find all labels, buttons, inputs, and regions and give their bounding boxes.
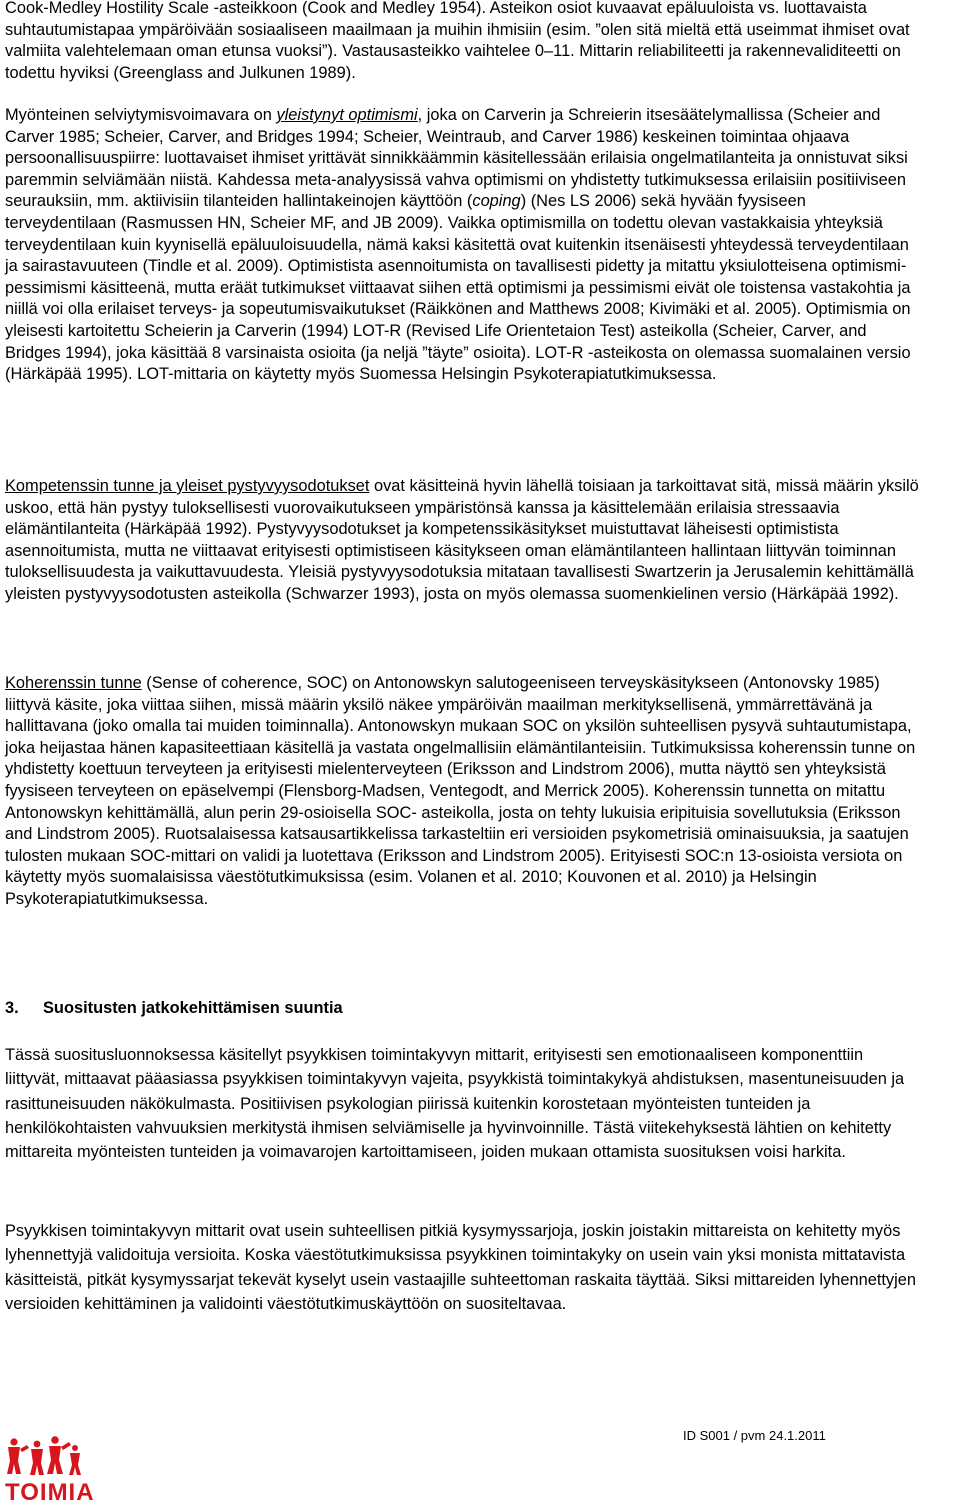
paragraph-cook-medley <box>5 0 920 84</box>
term-competence: Kompetenssin tunne ja yleiset pystyvyysodotukset <box>5 477 370 495</box>
people-logo-icon <box>5 1434 95 1480</box>
section-heading <box>5 998 343 1020</box>
paragraph-text: Psyykkisen toimintakyvyn mittarit ovat usein suhteellisen pitkiä kysymyssarjoja, joskin joistakin mittareista on kehitetty myös lyhennettyjä validoituja versioita. Koska väestötutkimuksissa psyykkinen toimintakyky on usein vain yksi monista mittatavista käsitteistä, pitkät kysymyssarjat tekevät kyselyt usein vastaajille suhteettoman raskaita täyttää. Siksi mittareiden lyhennettyjen versioiden kehittäminen ja validointi väestötutkimuskäyttöön on suositeltavaa. <box>5 1222 917 1313</box>
paragraph-text: Myönteinen selviytymisvoimavara on <box>5 106 277 124</box>
term-coherence: Koherenssin tunne <box>5 674 142 692</box>
term-coping: coping <box>472 192 521 211</box>
paragraph-text: Tässä suositusluonnoksessa käsitellyt psyykkisen toimintakyvyn mittarit, erityisesti sen emotionaaliseen komponenttiin liittyvät, mittaavat pääasiassa psyykkisen toimintakyvyn vajeita, psyykkistä toimintakykyä ahdistuksen, masentuneisuuden ja rasittuneisuuden näkökulmasta. Positiivisen psykologian piirissä kuitenkin korostetaan myönteisten tunteiden ja henkilökohtaisten vahvuuksien merkitystä ihmisen selviämiselle ja hyvinvoinnille. Tästä viitekehyksestä lähtien on kehitetty mittareita myönteisten tunteiden ja voimavarojen kartoittamiseen, joiden mukaan ottamista suosituksen voisi harkita. <box>5 1046 905 1162</box>
document-id: ID S001 / pvm 24.1.2011 <box>683 1428 826 1443</box>
section-title: Suositusten jatkokehittämisen suuntia <box>43 999 343 1017</box>
toimia-logo <box>5 1434 95 1508</box>
paragraph-text: (Sense of coherence, SOC) on Antonowskyn salutogeeniseen terveyskäsitykseen (Antonovsky 1985) liittyvä käsite, joka viittaa siihen, missä määrin yksilö näkee ympäröivän maailman merkityksellisenä, ymmärrettävänä ja hallittavana (joko omalla tai muiden toiminnalla). Antonowskyn mukaan SOC on yksilön suhteellisen pysyvä suhtautumistapa, joka heijastaa hänen kapasiteettiaan käsitellä ja vastata ongelmallisiin elämäntilanteisiin. Tutkimuksissa koherenssin tunne on yhdistetty koettuun terveyteen ja erityisesti mielenterveyteen (Eriksson and Lindstrom 2006), mutta näyttö sen yhteyksistä fyysiseen terveyteen on epäselvempi (Flensborg-Madsen, Ventegodt, and Merrick 2005). Koherenssin tunnetta on mitattu Antonowskyn kehittämällä, alun perin 29-osioisella SOC- asteikolla, josta on tehty lukuisia eripituisia sovellutuksia (Eriksson and Lindstrom 2005). Ruotsalaisessa katsausartikkelissa tarkasteltiin eri versioiden psykometrisiä ominaisuuksia, ja saatujen tulosten mukaan SOC-mittari on validi ja luotettava (Eriksson and Lindstrom 2005). Erityisesti SOC:n 13-osioista versiota on käytetty myös suomalaisissa väestötutkimuksissa (esim. Volanen et al. 2010; Kouvonen et al. 2010) ja Helsingin Psykoterapiatutkimuksessa. <box>5 674 916 908</box>
paragraph-text: , joka on Carverin ja Schreierin itsesäätelymallissa (Scheier and Carver 1985; Scheier, Carver, and Bridges 1994; Scheier, Weintraub, and Carver 1986) keskeinen toimintaa ohjaava persoonallisuuspiirre: luottavaiset ihmiset yrittävät sinnikkäämmin käsitellessään erilaisia ongelmatilanteita ja onnistuvat siksi paremmin selviämään niistä. Kahdessa meta-analyysissä vahva optimismi on yhdistetty tutkimuksessa erilaisiin positiiviseen seurauksiin, mm. aktiivisiin tilanteiden hallintakeinojen käyttöön ( <box>5 106 908 211</box>
paragraph-competence <box>5 476 920 606</box>
paragraph-optimism <box>5 105 920 386</box>
paragraph-text: Cook-Medley Hostility Scale -asteikkoon (Cook and Medley 1954). Asteikon osiot kuvaavat epäluuloista vs. luottavaista suhtautumistapaa ympäröivään sosiaaliseen maailmaan ja muihin ihmisiin (esim. ”olen sitä mieltä että useimmat ihmiset ovat valmiita valehtelemaan oman etunsa vuoksi”). Vastausasteikko vaihtelee 0–11. Mittarin reliabiliteetti ja rakennevaliditeetti on todettu hyviksi (Greenglass and Julkunen 1989). <box>5 0 910 82</box>
paragraph-recommendations <box>5 1043 920 1164</box>
section-number: 3. <box>5 999 19 1017</box>
logo-text: TOIMIA <box>5 1479 95 1506</box>
term-optimism: yleistynyt optimismi <box>276 106 418 124</box>
paragraph-text: ovat käsitteinä hyvin lähellä toisiaan ja tarkoittavat sitä, missä määrin yksilö uskoo, että hän pystyy tuloksellisesti vuorovaikutukseen ympäristönsä kanssa ja käsittelemään erilaisia stressaavia elämäntilanteita (Härkäpää 1992). Pystyvyysodotukset ja kompetenssikäsitykset muistuttavat läheisesti optimistista asennoitumista, mutta ne viittaavat erityisesti optimistiseen käsitykseen oman elämäntilanteen hallintaan liittyvän toiminnan tuloksellisuudesta ja vaikuttavuudesta. Yleisiä pystyvyysodotuksia mitataan tavallisesti Swartzerin ja Jerusalemin kehittämällä yleisten pystyvyysodotusten asteikolla (Schwarzer 1993), josta on myös olemassa suomenkielinen versio (Härkäpää 1992). <box>5 477 919 603</box>
paragraph-text: ) (Nes LS 2006) sekä hyvään fyysiseen terveydentilaan (Rasmussen HN, Scheier MF, and JB 2009). Vaikka optimismilla on todettu olevan vastakkaisia yhteyksiä terveydentilaan kuin kyynisellä epäluuloisuudella, nämä kaksi käsitettä ovat kuitenkin itsenäisesti yhteydessä terveydentilaan ja sairastavuuteen (Tindle et al. 2009). Optimistista asennoitumista on tavallisesti pidetty ja mitattu yksiulotteisena optimismi-pessimismi käsitteenä, mutta eräät tutkimukset viittaavat siihen että optimismi ja pessimismi eivät ole toistensa vastakohtia ja niillä voi olla erilaiset terveys- ja sopeutumisvaikutukset (Räikkönen and Matthews 2008; Kivimäki et al. 2005). Optimismia on yleisesti kartoitettu Scheierin ja Carverin (1994) LOT-R (Revised Life Orientetaion Test) asteikolla (Scheier, Carver, and Bridges 1994), joka käsittää 8 varsinaista osioita (ja neljä ”täyte” osioita). LOT-R -asteikosta on olemassa suomalainen versio (Härkäpää 1995). LOT-mittaria on käytetty myös Suomessa Helsingin Psykoterapiatutkimuksessa. <box>5 192 911 384</box>
paragraph-questionnaires <box>5 1219 920 1316</box>
paragraph-coherence <box>5 673 920 911</box>
